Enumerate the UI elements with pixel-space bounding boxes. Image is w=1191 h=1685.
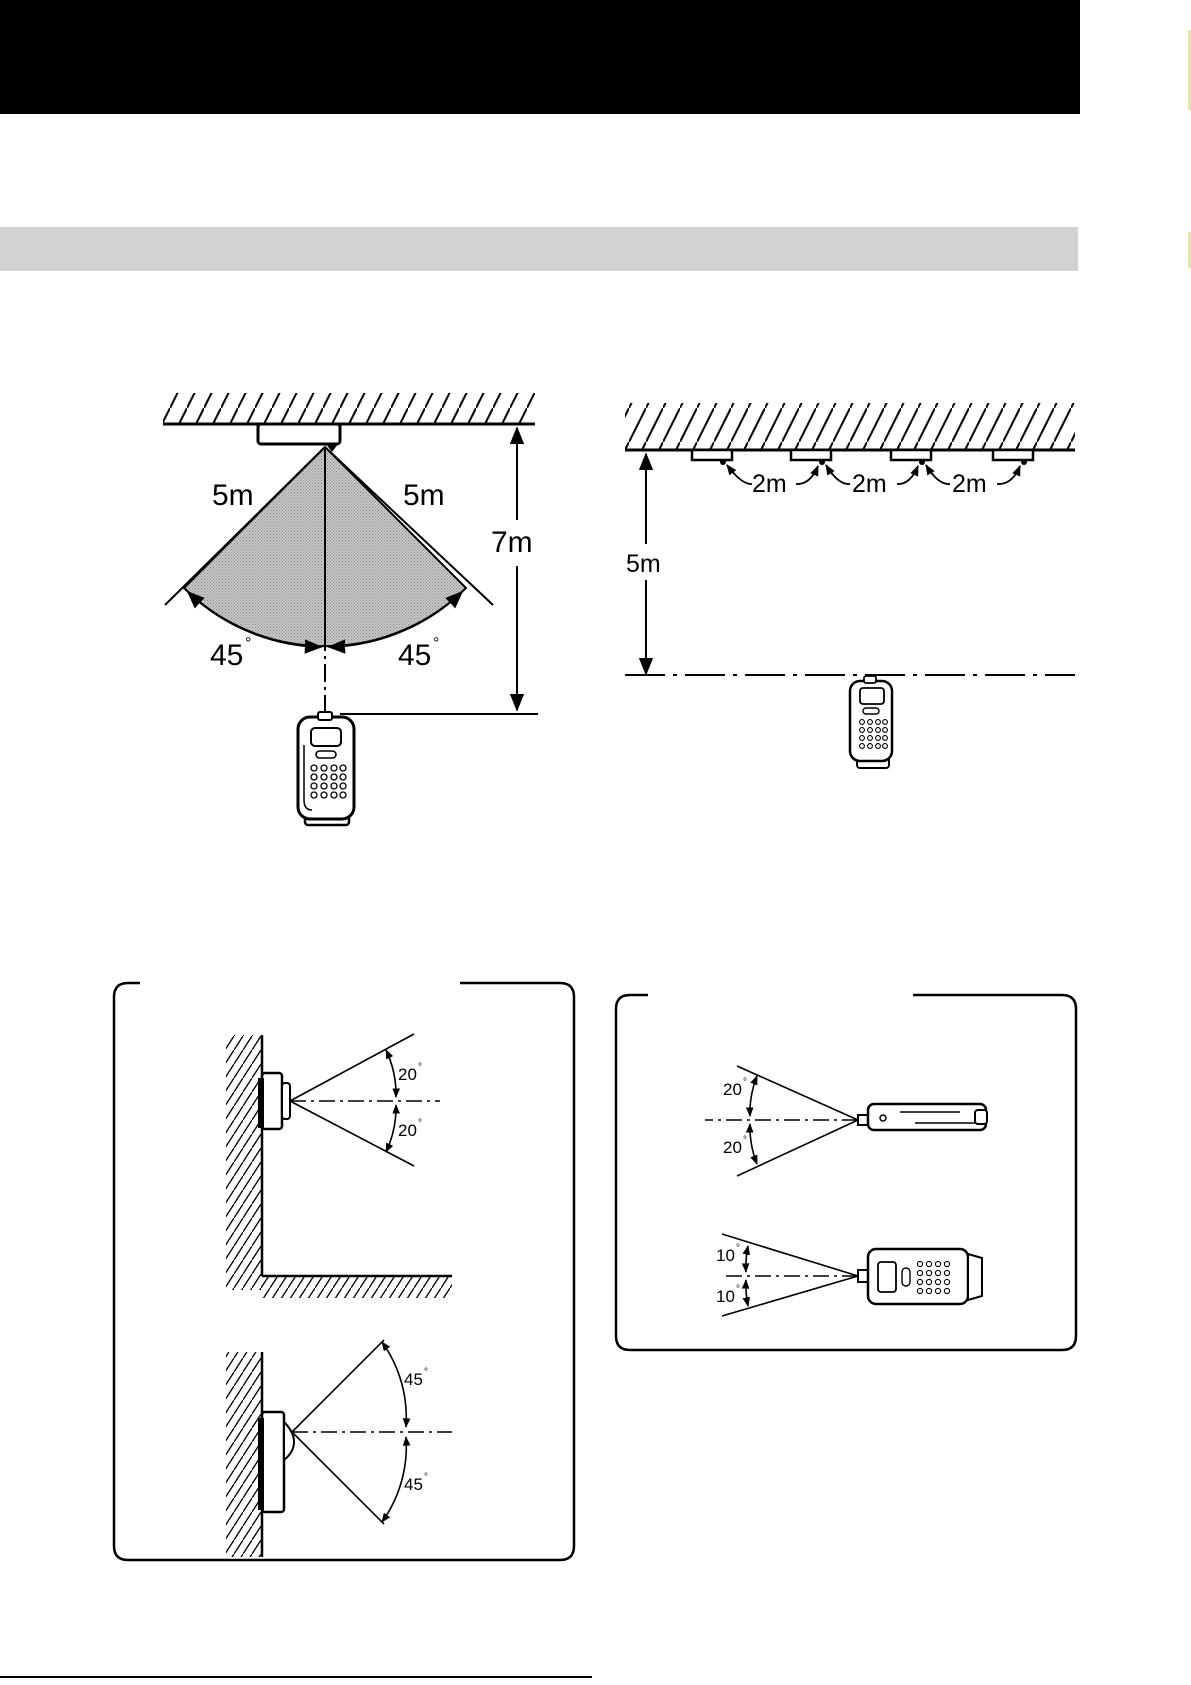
floor-hatch — [262, 1276, 452, 1298]
remote-control-icon — [850, 676, 892, 768]
wall-receiver — [258, 1073, 290, 1129]
horizontal-angle-lower-label: 45 — [404, 1475, 423, 1494]
vertical-angle-lower-label: 20 — [398, 1121, 417, 1140]
side-angle-upper-label: 20 — [723, 1080, 742, 1099]
spacing-label: 2m — [852, 470, 887, 498]
distance-left-label: 5m — [212, 479, 254, 512]
wall-hatch — [226, 1035, 262, 1290]
degree-symbol: ° — [245, 635, 252, 652]
remote-control-icon — [298, 712, 354, 825]
top-angle-lower-label: 10 — [716, 1287, 735, 1306]
degree-symbol: ° — [433, 635, 440, 652]
ceiling-single-diagram — [163, 393, 542, 825]
degree-symbol: ° — [418, 1118, 422, 1129]
degree-symbol: ° — [424, 1367, 428, 1378]
ceiling-hatch — [625, 403, 1075, 449]
height-label: 5m — [626, 550, 661, 578]
ceiling-receiver — [891, 450, 931, 465]
wall-receiver — [258, 1412, 294, 1512]
panel-frame — [616, 995, 1076, 1350]
angle-left-label: 45 — [210, 639, 244, 672]
ceiling-receiver — [993, 450, 1033, 465]
horizontal-angle-upper-label: 45 — [404, 1370, 423, 1389]
remote-top-view-icon — [858, 1249, 982, 1304]
wall-hatch — [226, 1352, 262, 1557]
ceiling-receiver — [791, 450, 831, 465]
ceiling-hatch — [163, 393, 535, 423]
ceiling-receiver — [258, 424, 340, 444]
vertical-angle-upper-label: 20 — [398, 1065, 417, 1084]
degree-symbol: ° — [736, 1243, 740, 1254]
receiver-angle-panel — [114, 983, 574, 1560]
degree-symbol: ° — [736, 1284, 740, 1295]
transmitter-angle-panel — [616, 995, 1076, 1350]
angle-right-label: 45 — [398, 639, 432, 672]
spacing-label: 2m — [752, 470, 787, 498]
remote-side-view-icon — [858, 1104, 987, 1130]
top-angle-upper-label: 10 — [716, 1246, 735, 1265]
distance-right-label: 5m — [403, 479, 445, 512]
ceiling-multi-diagram — [625, 403, 1075, 768]
degree-symbol: ° — [424, 1472, 428, 1483]
height-label: 7m — [491, 526, 533, 559]
ceiling-receiver — [692, 450, 732, 465]
degree-symbol: ° — [743, 1135, 747, 1146]
side-angle-lower-label: 20 — [723, 1138, 742, 1157]
panel-frame — [114, 983, 574, 1560]
degree-symbol: ° — [743, 1077, 747, 1088]
degree-symbol: ° — [418, 1062, 422, 1073]
spacing-label: 2m — [952, 470, 987, 498]
